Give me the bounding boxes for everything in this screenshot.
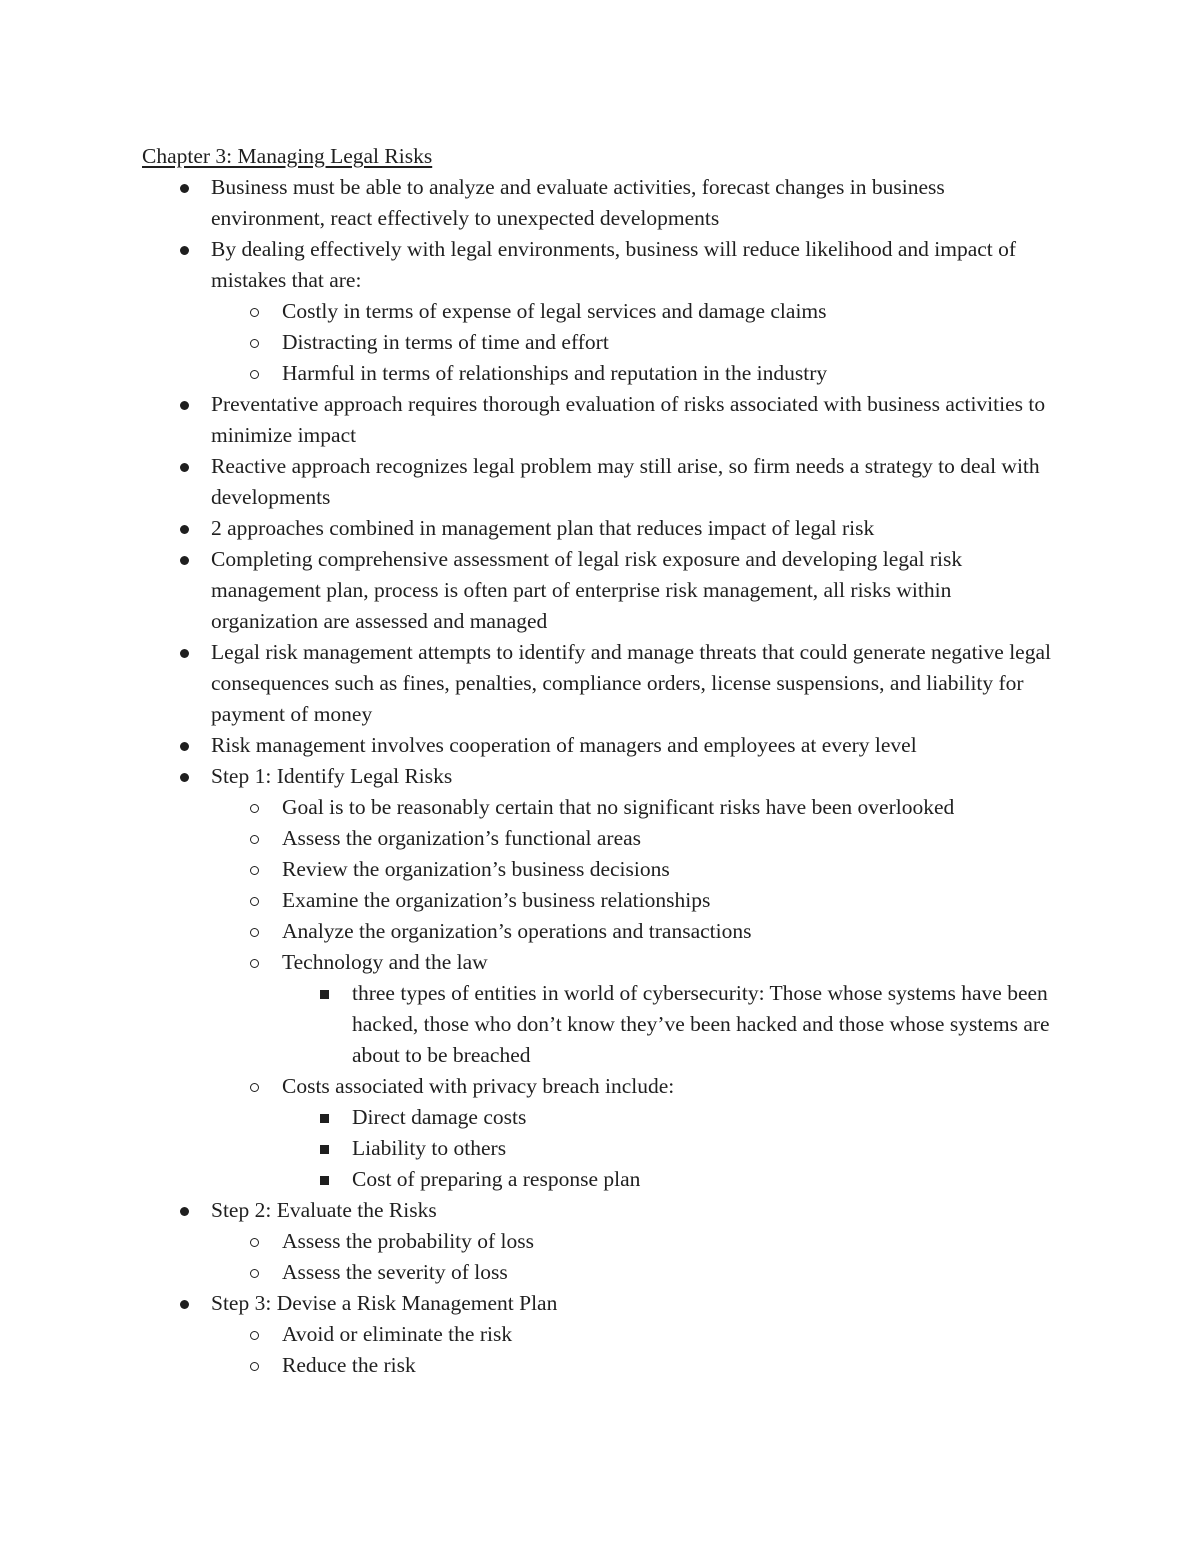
- filled-circle-icon: [176, 1288, 196, 1319]
- list-item: [142, 1226, 1062, 1257]
- list-item-text: By dealing effectively with legal environments, business will reduce likelihood and impact of mistakes that are:: [211, 237, 1017, 292]
- list-item: [142, 172, 1062, 234]
- list-item-text: Step 3: Devise a Risk Management Plan: [211, 1291, 558, 1315]
- filled-circle-icon: [176, 544, 196, 575]
- list-item-text: Analyze the organization’s operations and transactions: [282, 919, 752, 943]
- list-item: [142, 1319, 1062, 1350]
- list-item-text: three types of entities in world of cybersecurity: Those whose systems have been hacked, those who don’t know they’ve been hacked and those whose systems are about to be breached: [352, 981, 1050, 1067]
- hollow-circle-icon: [246, 792, 266, 823]
- list-item-text: Distracting in terms of time and effort: [282, 330, 609, 354]
- hollow-circle-icon: [246, 1071, 266, 1102]
- hollow-circle-icon: [246, 358, 266, 389]
- filled-circle-icon: [176, 637, 196, 668]
- list-item-text: Direct damage costs: [352, 1105, 527, 1129]
- list-item: [142, 358, 1062, 389]
- list-item: [142, 389, 1062, 451]
- hollow-circle-icon: [246, 1319, 266, 1350]
- list-item-text: Goal is to be reasonably certain that no significant risks have been overlooked: [282, 795, 955, 819]
- list-item-text: Assess the severity of loss: [282, 1260, 508, 1284]
- list-item: [142, 947, 1062, 978]
- list-item-text: 2 approaches combined in management plan that reduces impact of legal risk: [211, 516, 875, 540]
- list-item-text: Risk management involves cooperation of managers and employees at every level: [211, 733, 917, 757]
- filled-circle-icon: [176, 730, 196, 761]
- list-item: [142, 1257, 1062, 1288]
- hollow-circle-icon: [246, 916, 266, 947]
- list-item-text: Liability to others: [352, 1136, 507, 1160]
- list-item: [142, 1071, 1062, 1102]
- list-item: [142, 916, 1062, 947]
- page-title: Chapter 3: Managing Legal Risks: [142, 144, 433, 168]
- list-item: [142, 1350, 1062, 1381]
- list-item-text: Technology and the law: [282, 950, 488, 974]
- list-item-text: Preventative approach requires thorough evaluation of risks associated with business activities to minimize impact: [211, 392, 1046, 447]
- list-item-text: Cost of preparing a response plan: [352, 1167, 641, 1191]
- list-item-text: Assess the organization’s functional areas: [282, 826, 642, 850]
- filled-circle-icon: [176, 1195, 196, 1226]
- list-item: [142, 792, 1062, 823]
- list-item: [142, 885, 1062, 916]
- hollow-circle-icon: [246, 947, 266, 978]
- hollow-circle-icon: [246, 885, 266, 916]
- filled-circle-icon: [176, 513, 196, 544]
- list-item: [142, 1102, 1062, 1133]
- list-item: [142, 1288, 1062, 1319]
- list-item: [142, 1195, 1062, 1226]
- filled-square-icon: [316, 1133, 336, 1164]
- list-item-text: Costs associated with privacy breach include:: [282, 1074, 675, 1098]
- filled-circle-icon: [176, 234, 196, 265]
- list-item: [142, 327, 1062, 358]
- hollow-circle-icon: [246, 327, 266, 358]
- document-body: [142, 141, 1062, 1381]
- hollow-circle-icon: [246, 1257, 266, 1288]
- list-item-text: Step 1: Identify Legal Risks: [211, 764, 453, 788]
- list-item: [142, 823, 1062, 854]
- filled-square-icon: [316, 1164, 336, 1195]
- hollow-circle-icon: [246, 854, 266, 885]
- hollow-circle-icon: [246, 823, 266, 854]
- list-item: [142, 637, 1062, 730]
- bullet-outline: [142, 172, 1062, 1381]
- list-item-text: Step 2: Evaluate the Risks: [211, 1198, 437, 1222]
- filled-circle-icon: [176, 172, 196, 203]
- list-item-text: Reduce the risk: [282, 1353, 416, 1377]
- list-item: [142, 296, 1062, 327]
- list-item-text: Reactive approach recognizes legal problem may still arise, so firm needs a strategy to deal with developments: [211, 454, 1040, 509]
- list-item: [142, 854, 1062, 885]
- list-item-text: Costly in terms of expense of legal services and damage claims: [282, 299, 827, 323]
- filled-square-icon: [316, 1102, 336, 1133]
- hollow-circle-icon: [246, 1226, 266, 1257]
- list-item-text: Review the organization’s business decisions: [282, 857, 670, 881]
- list-item: [142, 234, 1062, 296]
- list-item: [142, 1164, 1062, 1195]
- list-item-text: Legal risk management attempts to identify and manage threats that could generate negative legal consequences such as fines, penalties, compliance orders, license suspensions, and liability for payment of money: [211, 640, 1051, 726]
- list-item: [142, 451, 1062, 513]
- list-item-text: Completing comprehensive assessment of legal risk exposure and developing legal risk management plan, process is often part of enterprise risk management, all risks within organization are assessed and managed: [211, 547, 963, 633]
- list-item: [142, 978, 1062, 1071]
- list-item-text: Business must be able to analyze and evaluate activities, forecast changes in business environment, react effectively to unexpected developments: [211, 175, 945, 230]
- list-item: [142, 1133, 1062, 1164]
- filled-circle-icon: [176, 451, 196, 482]
- filled-circle-icon: [176, 389, 196, 420]
- list-item-text: Examine the organization’s business relationships: [282, 888, 711, 912]
- list-item-text: Avoid or eliminate the risk: [282, 1322, 513, 1346]
- list-item: [142, 544, 1062, 637]
- list-item: [142, 761, 1062, 792]
- list-item-text: Harmful in terms of relationships and reputation in the industry: [282, 361, 828, 385]
- list-item: [142, 513, 1062, 544]
- list-item-text: Assess the probability of loss: [282, 1229, 535, 1253]
- hollow-circle-icon: [246, 296, 266, 327]
- list-item: [142, 730, 1062, 761]
- filled-square-icon: [316, 978, 336, 1009]
- filled-circle-icon: [176, 761, 196, 792]
- hollow-circle-icon: [246, 1350, 266, 1381]
